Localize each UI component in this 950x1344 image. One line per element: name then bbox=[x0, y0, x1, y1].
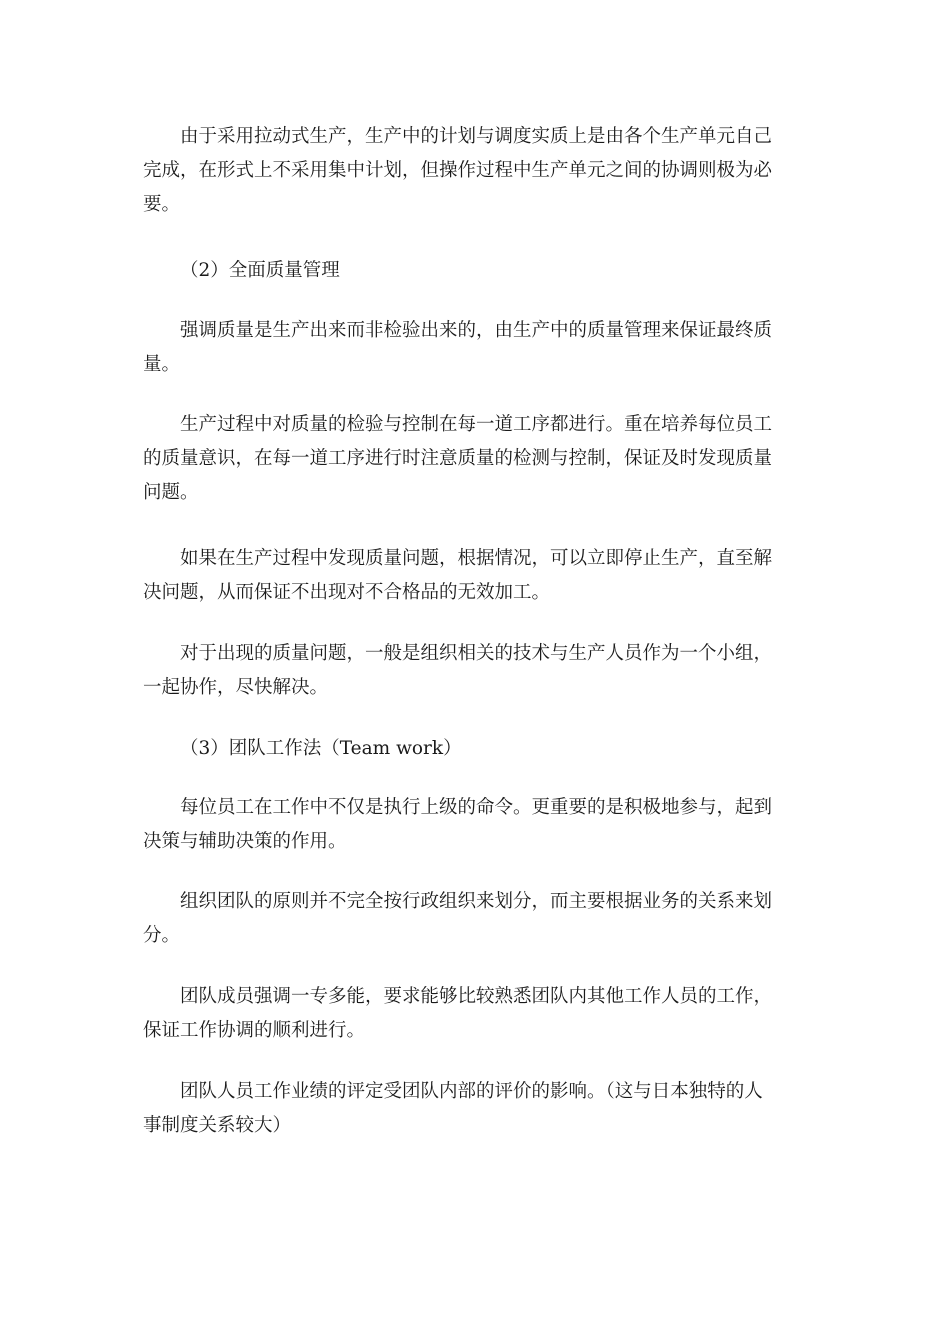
paragraph-line: 一起协作，尽快解决。 bbox=[143, 677, 329, 698]
paragraph-line: 事制度关系较大） bbox=[143, 1115, 292, 1136]
paragraph-line: 问题。 bbox=[143, 482, 199, 503]
paragraph bbox=[143, 542, 803, 610]
paragraph-line: 保证工作协调的顺利进行。 bbox=[143, 1020, 366, 1041]
paragraph bbox=[143, 314, 803, 382]
paragraph-line: 分。 bbox=[143, 925, 181, 946]
paragraph bbox=[143, 791, 803, 859]
paragraph-line: 生产过程中对质量的检验与控制在每一道工序都进行。重在培养每位员工 bbox=[180, 414, 773, 435]
paragraph bbox=[143, 637, 803, 705]
paragraph-line: 由于采用拉动式生产，生产中的计划与调度实质上是由各个生产单元自己 bbox=[180, 126, 773, 147]
paragraph bbox=[143, 408, 803, 510]
paragraph bbox=[143, 885, 803, 953]
paragraph-line: 团队人员工作业绩的评定受团队内部的评价的影响。（这与日本独特的人 bbox=[180, 1081, 763, 1102]
paragraph-line: 要。 bbox=[143, 194, 181, 215]
paragraph-line: 对于出现的质量问题，一般是组织相关的技术与生产人员作为一个小组， bbox=[180, 643, 773, 664]
paragraph-line: 如果在生产过程中发现质量问题，根据情况，可以立即停止生产，直至解 bbox=[180, 548, 773, 569]
paragraph-line: 的质量意识，在每一道工序进行时注意质量的检测与控制，保证及时发现质量 bbox=[143, 448, 773, 469]
paragraph-line: 组织团队的原则并不完全按行政组织来划分，而主要根据业务的关系来划 bbox=[180, 891, 773, 912]
paragraph-line: 决问题，从而保证不出现对不合格品的无效加工。 bbox=[143, 582, 551, 603]
section-heading: （2）全面质量管理 bbox=[180, 260, 340, 281]
paragraph-line: 量。 bbox=[143, 354, 181, 375]
section-heading: （3）团队工作法（Team work） bbox=[180, 738, 462, 759]
paragraph bbox=[143, 1075, 803, 1143]
paragraph-line: 每位员工在工作中不仅是执行上级的命令。更重要的是积极地参与，起到 bbox=[180, 797, 773, 818]
paragraph bbox=[143, 980, 803, 1048]
paragraph-line: 决策与辅助决策的作用。 bbox=[143, 831, 347, 852]
paragraph-line: 团队成员强调一专多能，要求能够比较熟悉团队内其他工作人员的工作， bbox=[180, 986, 773, 1007]
paragraph bbox=[143, 120, 803, 222]
paragraph-line: 强调质量是生产出来而非检验出来的，由生产中的质量管理来保证最终质 bbox=[180, 320, 773, 341]
paragraph-line: 完成，在形式上不采用集中计划，但操作过程中生产单元之间的协调则极为必 bbox=[143, 160, 773, 181]
